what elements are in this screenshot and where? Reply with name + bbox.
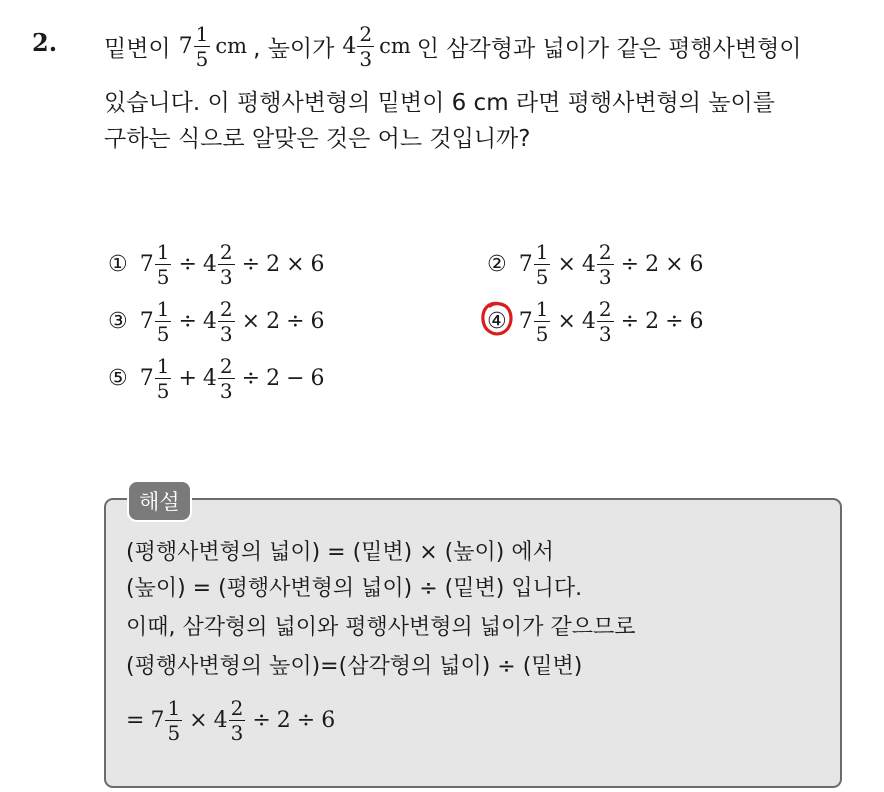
whole-part: 7 [139, 251, 154, 277]
numerator: 2 [230, 695, 244, 720]
operator: ÷ [296, 707, 316, 733]
whole-part: 7 [150, 707, 165, 733]
mixed-number [213, 695, 247, 745]
fraction [357, 21, 374, 71]
operator: + [178, 365, 197, 391]
question-line-2: 있습니다. 이 평행사변형의 밑변이 6 cm 라면 평행사변형의 높이를 [104, 89, 775, 116]
fraction [155, 296, 172, 346]
operator: × [189, 707, 208, 733]
operator: ÷ [286, 308, 305, 334]
question-number: 2. [32, 28, 58, 57]
numerator: 2 [219, 353, 233, 378]
numerator: 1 [195, 21, 209, 46]
option-mark-glyph: ④ [487, 308, 507, 334]
operator: × [557, 308, 576, 334]
question-text-suffix: 인 삼각형과 넓이가 같은 평행사변형이 [416, 35, 802, 62]
operator: × [557, 251, 576, 277]
operator: ÷ [241, 365, 261, 391]
fraction [165, 695, 182, 745]
option-3[interactable] [108, 291, 325, 351]
number: 6 [310, 251, 325, 277]
option-1[interactable] [108, 234, 325, 294]
fraction [597, 239, 614, 289]
question-text-middle: , 높이가 [253, 35, 335, 62]
mixed-number [139, 296, 173, 346]
denominator: 3 [230, 720, 244, 745]
question-text-prefix: 밑변이 [104, 35, 171, 62]
denominator: 5 [156, 264, 170, 289]
number: 6 [689, 308, 704, 334]
option-5[interactable] [108, 348, 325, 408]
explanation-line-1: (평행사변형의 넓이) = (밑변) × (높이) 에서 [126, 539, 554, 565]
denominator: 3 [219, 321, 233, 346]
mixed-number [518, 239, 552, 289]
option-mark [487, 309, 507, 334]
explanation-formula [126, 690, 335, 750]
height-mixed-number [342, 21, 375, 71]
number: 6 [689, 251, 704, 277]
whole-part: 7 [518, 251, 533, 277]
whole-part: 7 [139, 308, 154, 334]
unit-cm: cm [379, 34, 411, 58]
fraction [597, 296, 614, 346]
denominator: 5 [156, 321, 170, 346]
fraction [218, 296, 235, 346]
explanation-tag: 해설 [127, 480, 192, 522]
operator: ÷ [178, 308, 197, 334]
numerator: 1 [167, 695, 181, 720]
explanation-line-4: (평행사변형의 높이)=(삼각형의 넓이) ÷ (밑변) [126, 653, 583, 679]
explanation-line-2: (높이) = (평행사변형의 넓이) ÷ (밑변) 입니다. [126, 575, 583, 601]
option-2[interactable] [487, 234, 704, 294]
number: 6 [321, 707, 336, 733]
operator: ÷ [620, 308, 640, 334]
denominator: 5 [167, 720, 181, 745]
question-line-1 [104, 21, 802, 71]
numerator: 2 [219, 239, 233, 264]
number: 6 [310, 365, 325, 391]
operator: × [286, 251, 305, 277]
fraction [155, 239, 172, 289]
mixed-number [150, 695, 183, 745]
mixed-number [581, 239, 615, 289]
whole-part: 4 [581, 308, 596, 334]
option-mark: ③ [108, 308, 128, 334]
fraction [155, 353, 172, 403]
numerator: 2 [219, 296, 233, 321]
denominator: 3 [219, 378, 233, 403]
fraction [229, 695, 246, 745]
denominator: 5 [535, 321, 549, 346]
fraction [534, 296, 551, 346]
denominator: 3 [598, 264, 612, 289]
equals-sign: = [126, 707, 145, 733]
numerator: 1 [535, 296, 549, 321]
whole-part: 4 [213, 707, 228, 733]
mixed-number [139, 239, 173, 289]
numerator: 1 [156, 296, 170, 321]
number: 2 [266, 365, 281, 391]
whole-part: 4 [342, 33, 357, 59]
numerator: 2 [598, 296, 612, 321]
mixed-number [202, 296, 236, 346]
number: 6 [310, 308, 325, 334]
whole-part: 7 [178, 33, 193, 59]
explanation-line-3: 이때, 삼각형의 넓이와 평행사변형의 넓이가 같으므로 [126, 614, 636, 640]
numerator: 2 [359, 21, 373, 46]
operator: × [665, 251, 684, 277]
operator: ÷ [241, 251, 261, 277]
fraction [218, 353, 235, 403]
mixed-number [202, 239, 236, 289]
denominator: 5 [535, 264, 549, 289]
mixed-number [518, 296, 552, 346]
denominator: 3 [598, 321, 612, 346]
operator: ÷ [178, 251, 197, 277]
numerator: 1 [156, 239, 170, 264]
question-line-3: 구하는 식으로 알맞은 것은 어느 것입니까? [104, 125, 531, 152]
number: 2 [645, 251, 660, 277]
denominator: 5 [195, 46, 209, 71]
number: 2 [266, 308, 281, 334]
option-4[interactable] [487, 291, 704, 351]
number: 2 [266, 251, 281, 277]
mixed-number [202, 353, 236, 403]
operator: ÷ [252, 707, 271, 733]
mixed-number [139, 353, 173, 403]
denominator: 3 [359, 46, 373, 71]
numerator: 1 [156, 353, 170, 378]
whole-part: 7 [518, 308, 533, 334]
operator: ÷ [665, 308, 684, 334]
fraction [534, 239, 551, 289]
number: 2 [276, 707, 291, 733]
numerator: 2 [598, 239, 612, 264]
operator: × [241, 308, 261, 334]
operator: − [286, 365, 305, 391]
option-mark: ⑤ [108, 365, 128, 391]
numerator: 1 [535, 239, 549, 264]
fraction [194, 21, 211, 71]
option-mark: ② [487, 251, 507, 277]
mixed-number [581, 296, 615, 346]
option-mark: ① [108, 251, 128, 277]
whole-part: 4 [202, 308, 217, 334]
unit-cm: cm [215, 34, 248, 58]
denominator: 3 [219, 264, 233, 289]
fraction [218, 239, 235, 289]
base-mixed-number [178, 21, 212, 71]
whole-part: 4 [581, 251, 596, 277]
whole-part: 4 [202, 251, 217, 277]
whole-part: 7 [139, 365, 154, 391]
denominator: 5 [156, 378, 170, 403]
number: 2 [645, 308, 660, 334]
whole-part: 4 [202, 365, 217, 391]
operator: ÷ [620, 251, 640, 277]
